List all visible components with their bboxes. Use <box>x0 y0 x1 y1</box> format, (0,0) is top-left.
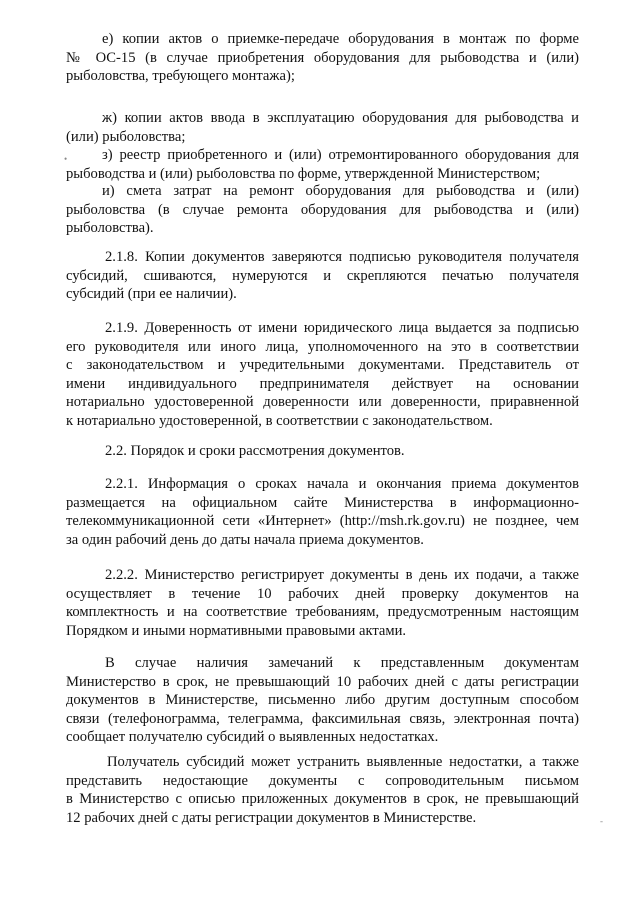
paragraph-clause-2-2-1 <box>66 475 579 549</box>
text-line: субсидий (при ее наличии). <box>66 286 237 302</box>
text-line: Порядком и иными нормативными правовыми актами. <box>66 622 407 639</box>
text-line: размещается на официальном сайте Министерства в информационно- <box>66 494 579 511</box>
text-line: с законодательством и учредительными документами. Представитель от <box>66 357 579 373</box>
text-line: В случае наличия замечаний к представленным документам <box>105 655 579 671</box>
text-line: Получатель субсидий может устранить выявленные недостатки, а также <box>107 754 579 770</box>
paragraph-clause-2-2 <box>66 442 579 461</box>
paragraph-remarks <box>66 654 579 747</box>
text-line: рыболовства, требующего монтажа); <box>66 68 295 84</box>
section-heading: 2.2. Порядок и сроки рассмотрения документов. <box>105 443 405 459</box>
text-line: рыбоводства и (или) рыболовства по форме, утвержденной Министерством; <box>66 165 541 182</box>
paragraph-item-z <box>66 146 579 183</box>
text-line: з) реестр приобретенного и (или) отремонтированного оборудования для <box>102 147 579 163</box>
text-line: 2.2.1. Информация о сроках начала и окончания приема документов <box>105 476 579 492</box>
text-line: сообщает получателю субсидий о выявленных недостатках. <box>66 729 439 745</box>
text-line: осуществляет в течение 10 рабочих дней проверку документов на <box>66 585 579 602</box>
paragraph-clause-2-1-9 <box>66 319 579 430</box>
text-line: и) смета затрат на ремонт оборудования для рыбоводства и (или) <box>102 183 579 199</box>
text-line: за один рабочий день до даты начала приема документов. <box>66 531 424 548</box>
text-line: 2.2.2. Министерство регистрирует документы в день их подачи, а также <box>105 567 579 583</box>
text-line: в Министерство с описью приложенных документов в срок, не превышающий <box>66 791 579 807</box>
text-line: представить недостающие документы с сопроводительным письмом <box>66 772 579 789</box>
text-line: имени индивидуального предпринимателя действует на основании <box>66 375 579 392</box>
paragraph-correction <box>66 753 579 827</box>
text-line: к нотариально удостоверенной, в соответствии с законодательством. <box>66 412 493 429</box>
text-line: его руководителя или иного лица, уполномоченного на это в соответствии <box>66 338 579 355</box>
text-line: 12 рабочих дней с даты регистрации документов в Министерстве. <box>66 809 477 826</box>
text-line: связи (телефонограмма, телеграмма, факсимильная связь, электронная почта) <box>66 710 579 727</box>
paragraph-clause-2-2-2 <box>66 566 579 640</box>
paragraph-item-e <box>66 30 579 86</box>
text-line: документов в Министерстве, письменно либо другим доступным способом <box>66 692 579 708</box>
paragraph-clause-2-1-8 <box>66 248 579 304</box>
scan-speck: - <box>600 816 603 826</box>
text-line: Министерство в срок, не превышающий 10 рабочих дней с даты регистрации <box>66 673 579 690</box>
text-line: (или) рыболовства; <box>66 128 186 145</box>
text-line: телекоммуникационной сети «Интернет» (http://msh.rk.gov.ru) не позднее, чем <box>66 513 579 529</box>
text-line: комплектность и на соответствие требованиям, предусмотренным настоящим <box>66 604 579 620</box>
text-line: нотариально удостоверенной доверенности или доверенности, приравненной <box>66 394 579 410</box>
text-line: ж) копии актов ввода в эксплуатацию оборудования для рыбоводства и <box>102 110 579 126</box>
text-line: рыболовства). <box>66 220 154 236</box>
paragraph-item-i <box>66 182 579 238</box>
paragraph-item-zh <box>66 109 579 146</box>
text-line: № ОС-15 (в случае приобретения оборудования для рыбоводства и (или) <box>66 49 579 66</box>
text-line: 2.1.8. Копии документов заверяются подписью руководителя получателя <box>105 249 579 265</box>
text-line: рыболовства (в случае ремонта оборудования для рыбоводства и (или) <box>66 201 579 218</box>
scan-speck: • <box>64 154 68 164</box>
text-line: е) копии актов о приемке-передаче оборудования в монтаж по форме <box>102 31 579 47</box>
text-line: 2.1.9. Доверенность от имени юридического лица выдается за подписью <box>105 320 579 336</box>
text-line: субсидий, сшиваются, нумеруются и скрепляются печатью получателя <box>66 267 579 284</box>
